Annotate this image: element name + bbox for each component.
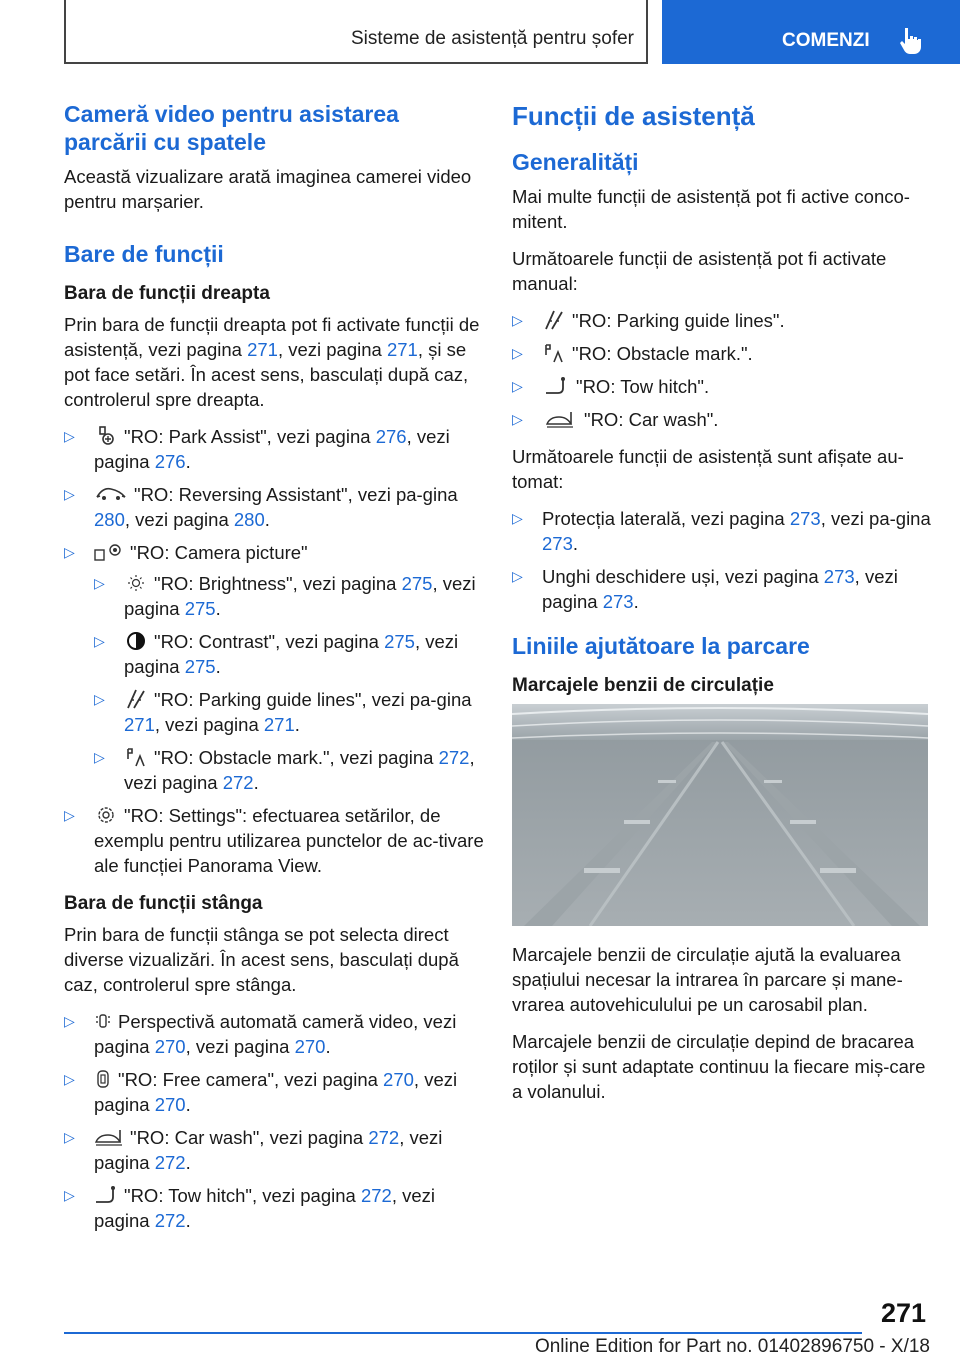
page-link[interactable]: 273 [542,533,573,554]
page-link[interactable]: 273 [789,508,821,529]
parking-guide-lines-icon [124,689,148,709]
section-title: Sisteme de asistență pentru șofer [350,28,634,49]
page-link[interactable]: 275 [184,598,216,619]
list-item: ▷ "RO: Reversing Assistant", vezi pa-gina 280, vezi pagina 280. [64,482,484,532]
page-link[interactable]: 271 [386,339,418,360]
page-link[interactable]: 271 [124,714,155,735]
page-link[interactable]: 272 [154,1210,186,1231]
page-link[interactable]: 272 [438,747,470,768]
paragraph-general-2: Următoarele funcții de asistență pot fi activate manual: [512,248,887,294]
page-link[interactable]: 275 [384,631,415,652]
heading-parking-lines: Liniile ajutătoare la parcare [512,633,810,659]
parking-guide-lines-icon [542,310,566,330]
list-item: ▷ "RO: Camera picture" ▷ "RO: Brightness", vezi pagina 275, vezi pagina 275. ▷ "RO: Contrast", vezi pagina 275, vezi pagina 275. ▷ "RO: Parking guide lines", vezi pa-gina 271, vezi pagina 271. ▷ "RO: Obstacle mark.", vezi pagina 272, vezi pagina 272. [64,540,484,795]
page-link[interactable]: 270 [383,1069,414,1090]
list-item: ▷ "RO: Car wash", vezi pagina 272, vezi pagina 272. [64,1125,484,1175]
heading-assist-functions: Funcții de asistență [512,101,755,131]
list-item: ▷ "RO: Parking guide lines". [512,308,932,333]
tow-hitch-icon [542,376,570,396]
page-link[interactable]: 272 [154,1152,186,1173]
list-item: ▷ "RO: Free camera", vezi pagina 270, vezi pagina 270. [64,1067,484,1117]
page-link[interactable]: 280 [94,509,125,530]
footer-edition: Online Edition for Part no. 01402896750 - X/18 [534,1336,930,1357]
tab-label: COMENZI [782,30,870,51]
left-bar-list [64,1009,484,1233]
page-link[interactable]: 272 [368,1127,400,1148]
obstacle-mark-icon [542,343,566,363]
header-tab-comenzi[interactable] [662,0,960,64]
camera-picture-sublist [94,571,484,795]
camera-picture-icon [94,542,124,562]
list-item: ▷ "RO: Settings": efectuarea setărilor, de exemplu pentru utilizarea punctelor de ac-tivare ale funcției Panorama View. [64,803,484,878]
right-column [512,100,932,1116]
settings-icon [94,805,118,825]
list-item: ▷ "RO: Parking guide lines", vezi pa-gina 271, vezi pagina 271. [94,687,484,737]
heading-lane-markings: Marcajele benzii de circulație [512,675,774,696]
manual-functions-list [512,308,932,432]
obstacle-mark-icon [124,747,148,767]
right-bar-list [64,424,484,878]
hand-pointer-icon [898,26,924,54]
paragraph-left-bar: Prin bara de funcții stânga se pot selecta direct diverse vizualizări. În acest sens, basculați după caz, controlerul spre stânga. [64,924,459,995]
paragraph-automatic: Următoarele funcții de asistență sunt afișate au-tomat: [512,446,904,492]
page-link[interactable]: 270 [294,1036,326,1057]
lane-markings-figure [512,704,928,926]
list-item: ▷ "RO: Car wash". [512,407,932,432]
list-item: ▷ Protecția laterală, vezi pagina 273, vezi pa-gina 273. [512,506,932,556]
car-wash-icon [542,409,578,429]
list-item: ▷ Unghi deschidere uși, vezi pagina 273, vezi pagina 273. [512,564,932,614]
list-item: ▷ "RO: Tow hitch", vezi pagina 272, vezi pagina 272. [64,1183,484,1233]
list-item: ▷ "RO: Tow hitch". [512,374,932,399]
page-link[interactable]: 275 [401,573,433,594]
park-assist-icon [94,426,118,446]
page-link[interactable]: 276 [375,426,407,447]
heading-rear-camera: Cameră video pentru asistarea parcării cu spatele [64,101,399,155]
car-wash-icon [94,1127,124,1147]
list-item: ▷ "RO: Park Assist", vezi pagina 276, vezi pagina 276. [64,424,484,474]
list-item: ▷ "RO: Obstacle mark.". [512,341,932,366]
page-link[interactable]: 270 [154,1094,186,1115]
paragraph-lane-1: Marcajele benzii de circulație ajută la evaluarea spațiului necesar la intrarea în parcare și mane-vrarea autovehiculului pe un carosabil plan. [512,944,903,1015]
page-link[interactable]: 271 [263,714,295,735]
heading-function-bars: Bare de funcții [64,241,224,267]
free-camera-icon [94,1069,112,1089]
list-item: ▷ Perspectivă automată cameră video, vezi pagina 270, vezi pagina 270. [64,1009,484,1059]
paragraph-right-bar: Prin bara de funcții dreapta pot fi activate funcții de asistență, vezi pagina 271, vezi pagina 271, și se pot face setări. În acest sens, basculați după caz, controlerul spre dreapta. [64,314,480,410]
brightness-icon [124,573,148,593]
list-item: ▷ "RO: Obstacle mark.", vezi pagina 272, vezi pagina 272. [94,745,484,795]
list-item: ▷ "RO: Contrast", vezi pagina 275, vezi pagina 275. [94,629,484,679]
page-link[interactable]: 276 [154,451,186,472]
tow-hitch-icon [94,1185,118,1205]
page-link[interactable]: 271 [247,339,278,360]
paragraph-rear-camera: Această vizualizare arată imaginea camerei video pentru marșarier. [64,166,472,212]
page-number: 271 [880,1298,926,1328]
header-section-box [64,0,648,64]
heading-general: Generalități [512,149,639,175]
left-column [64,100,484,1245]
page-link[interactable]: 272 [222,772,254,793]
page-link[interactable]: 273 [602,591,634,612]
page-link[interactable]: 273 [823,566,855,587]
page-link[interactable]: 280 [233,509,265,530]
page-link[interactable]: 270 [154,1036,186,1057]
heading-left-bar: Bara de funcții stânga [64,893,263,914]
page-link[interactable]: 275 [184,656,216,677]
reversing-assistant-icon [94,484,128,504]
auto-functions-list [512,506,932,614]
footer-divider [64,1332,862,1334]
page-link[interactable]: 272 [360,1185,392,1206]
contrast-icon [124,631,148,651]
list-item: ▷ "RO: Brightness", vezi pagina 275, vezi pagina 275. [94,571,484,621]
paragraph-general-1: Mai multe funcții de asistență pot fi active conco-mitent. [512,186,910,232]
paragraph-lane-2: Marcajele benzii de circulație depind de bracarea roților și sunt adaptate continuu la fiecare miș-care a volanului. [512,1031,926,1102]
auto-perspective-icon [94,1011,112,1031]
heading-right-bar: Bara de funcții dreapta [64,283,270,304]
